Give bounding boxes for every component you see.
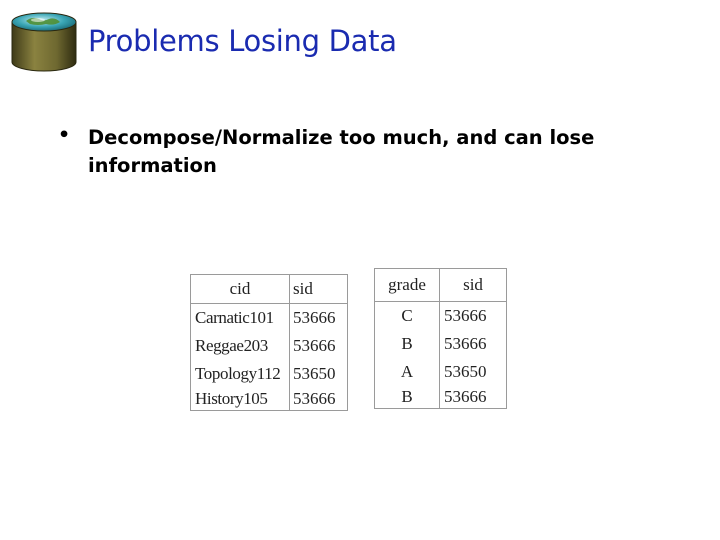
sid-cell: 53666 <box>290 332 348 360</box>
table-row <box>191 332 348 360</box>
cid-cell: Reggae203 <box>195 336 268 355</box>
sid-cell: 53666 <box>440 330 507 358</box>
grade-cell: C <box>401 306 413 325</box>
grade-cell: A <box>400 362 414 381</box>
cid-cell: Carnatic101 <box>195 308 274 327</box>
grade-sid-table <box>374 268 507 409</box>
column-header-cid: cid <box>191 275 290 304</box>
column-header-sid: sid <box>290 275 348 304</box>
table-row <box>375 302 507 331</box>
bullet-text: Decompose/Normalize too much, and can lose information <box>88 126 595 177</box>
column-header-grade: grade <box>375 269 440 302</box>
cid-cell: History105 <box>195 389 268 408</box>
grade-cell: B <box>401 334 413 353</box>
slide-title: Problems Losing Data <box>88 24 397 58</box>
table-row <box>375 386 507 409</box>
table-row <box>375 358 507 386</box>
table-row <box>191 388 348 411</box>
cid-sid-table <box>190 274 348 411</box>
sid-cell: 53666 <box>440 386 507 409</box>
bullet-marker: • <box>58 124 71 146</box>
database-globe-icon <box>8 10 80 74</box>
table-row <box>191 360 348 388</box>
column-header-sid: sid <box>440 269 507 302</box>
sid-cell: 53666 <box>290 304 348 333</box>
table-header-row <box>375 269 507 302</box>
table-row <box>191 304 348 333</box>
sid-cell: 53666 <box>440 302 507 331</box>
grade-cell: B <box>401 387 413 406</box>
table-row <box>375 330 507 358</box>
cid-cell: Topology112 <box>195 364 281 383</box>
table-header-row <box>191 275 348 304</box>
sid-cell: 53666 <box>290 388 348 411</box>
sid-cell: 53650 <box>440 358 507 386</box>
sid-cell: 53650 <box>290 360 348 388</box>
